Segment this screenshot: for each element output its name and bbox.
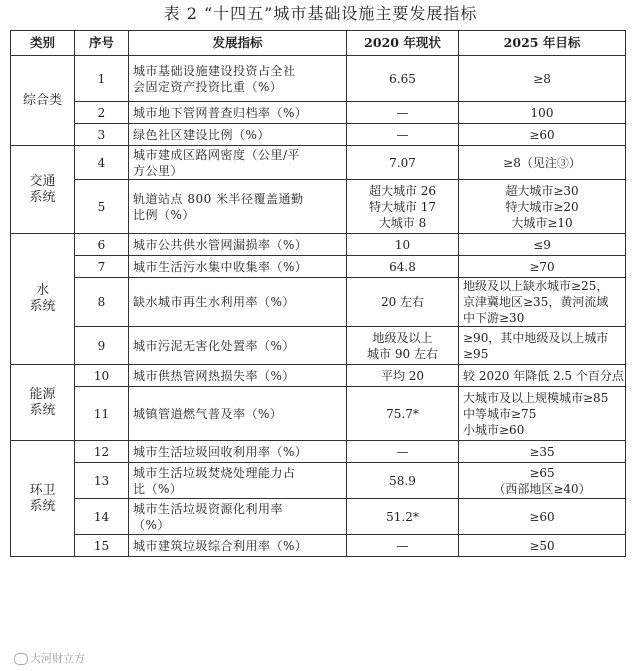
- row-number: 3: [75, 124, 129, 146]
- indicator-cell: [129, 256, 347, 278]
- cell-line: ≥8: [533, 71, 551, 86]
- cell-line: 城市公共供水管网漏损率（%）: [133, 237, 308, 252]
- target-2025-cell: [459, 535, 626, 557]
- cell-line: ≥35: [529, 444, 555, 459]
- indicator-cell: [129, 234, 347, 256]
- cell-line: ≥90，其中地级及以上城市: [463, 330, 609, 345]
- indicator-cell: [129, 499, 347, 535]
- cell-line: 城市基础设施建设投资占全社: [133, 63, 296, 78]
- cell-line: 64.8: [389, 259, 416, 274]
- cell-line: 城镇管道燃气普及率（%）: [133, 406, 283, 421]
- cell-line: —: [396, 105, 409, 120]
- indicator-cell: [129, 463, 347, 499]
- cell-line: 大城市≥10: [511, 215, 573, 230]
- target-2025-cell: [459, 124, 626, 146]
- cell-line: （西部地区≥40）: [493, 481, 591, 496]
- row-number: 8: [75, 278, 129, 327]
- cell-line: 6.65: [389, 71, 416, 86]
- cell-line: 城市建筑垃圾综合利用率（%）: [133, 538, 308, 553]
- category-cell: 综合类: [11, 56, 75, 146]
- watermark-text: 大河财立方: [30, 652, 85, 665]
- row-number: 5: [75, 180, 129, 234]
- cell-line: 方公里）: [133, 163, 184, 178]
- row-number: 13: [75, 463, 129, 499]
- cell-line: —: [396, 444, 409, 459]
- cell-line: 58.9: [389, 473, 416, 488]
- cell-line: 城市生活垃圾焚烧处理能力占: [133, 465, 296, 480]
- cell-line: 20 左右: [380, 295, 425, 309]
- cell-line: 环卫: [29, 482, 56, 498]
- indicator-cell: [129, 56, 347, 102]
- table-row: [11, 387, 626, 441]
- category-cell: [11, 146, 75, 234]
- table-row: [11, 365, 626, 387]
- table-row: [11, 278, 626, 327]
- cell-line: （%）: [133, 517, 170, 532]
- header-2025: 2025 年目标: [459, 31, 626, 56]
- value-2020-cell: [347, 180, 459, 234]
- cell-line: 会固定资产投资比重（%）: [133, 79, 283, 94]
- indicator-cell: [129, 124, 347, 146]
- cell-line: 平均 20: [380, 368, 425, 383]
- indicator-cell: [129, 180, 347, 234]
- value-2020-cell: [347, 102, 459, 124]
- indicator-cell: [129, 278, 347, 327]
- cell-line: 能源: [29, 386, 56, 402]
- cell-line: 特大城市≥20: [505, 199, 579, 214]
- target-2025-cell: [459, 387, 626, 441]
- table-row: [11, 535, 626, 557]
- cell-line: 100: [530, 105, 554, 120]
- indicator-cell: [129, 387, 347, 441]
- table-row: [11, 463, 626, 499]
- row-number: 12: [75, 441, 129, 463]
- cell-line: 系统: [29, 402, 56, 418]
- cell-line: 51.2*: [386, 509, 419, 524]
- cell-line: 水: [35, 283, 49, 298]
- target-2025-cell: [459, 56, 626, 102]
- table-row: [11, 499, 626, 535]
- cell-line: 比例（%）: [133, 207, 195, 222]
- table-row: [11, 56, 626, 102]
- cell-line: 绿色社区建设比例（%）: [133, 127, 270, 142]
- cell-line: ≥60: [529, 127, 555, 142]
- cell-line: 城市 90 左右: [367, 346, 438, 361]
- cell-line: 地级及以上: [372, 330, 433, 345]
- row-number: 11: [75, 387, 129, 441]
- cell-line: 7.07: [389, 155, 416, 170]
- header-row: [11, 31, 626, 56]
- cell-line: 75.7*: [386, 406, 419, 421]
- target-2025-cell: [459, 327, 626, 365]
- cell-line: 中下游≥30: [463, 311, 525, 325]
- target-2025-cell: [459, 278, 626, 327]
- row-number: 10: [75, 365, 129, 387]
- value-2020-cell: [347, 499, 459, 535]
- table-row: [11, 256, 626, 278]
- cell-line: 城市建成区路网密度（公里/平: [133, 147, 301, 162]
- cell-line: 系统: [29, 189, 56, 205]
- cell-line: 轨道站点 800 米半径覆盖通勤: [133, 191, 304, 206]
- watermark: [14, 650, 85, 666]
- target-2025-cell: [459, 256, 626, 278]
- target-2025-cell: [459, 102, 626, 124]
- indicator-cell: [129, 535, 347, 557]
- value-2020-cell: [347, 327, 459, 365]
- cell-line: 交通: [29, 173, 56, 189]
- cell-line: 小城市≥60: [463, 422, 525, 437]
- cell-line: 超大城市 26: [368, 183, 437, 198]
- indicator-cell: [129, 365, 347, 387]
- header-indicator: 发展指标: [129, 31, 347, 56]
- target-2025-cell: [459, 441, 626, 463]
- cell-line: 特大城市 17: [368, 199, 437, 214]
- cell-line: 城市污泥无害化处置率（%）: [133, 338, 295, 353]
- header-2020: 2020 年现状: [347, 31, 459, 56]
- category-cell: [11, 365, 75, 441]
- value-2020-cell: [347, 365, 459, 387]
- cell-line: ≥70: [529, 259, 555, 274]
- row-number: 4: [75, 146, 129, 180]
- cell-line: —: [396, 127, 409, 142]
- value-2020-cell: [347, 387, 459, 441]
- cell-line: 中等城市≥75: [463, 406, 537, 421]
- cell-line: 城市地下管网普查归档率（%）: [133, 105, 308, 120]
- table-row: [11, 441, 626, 463]
- cell-line: —: [396, 538, 409, 553]
- row-number: 9: [75, 327, 129, 365]
- row-number: 14: [75, 499, 129, 535]
- header-no: 序号: [75, 31, 129, 56]
- cell-line: 超大城市≥30: [505, 183, 579, 198]
- cell-line: 城市生活污水集中收集率（%）: [133, 259, 308, 274]
- indicator-table: [10, 30, 626, 557]
- table-row: [11, 124, 626, 146]
- cell-line: 京津冀地区≥35，黄河流域: [463, 295, 609, 309]
- cell-line: 比（%）: [133, 481, 183, 496]
- value-2020-cell: [347, 234, 459, 256]
- cell-line: ≥95: [463, 346, 489, 361]
- table-row: [11, 180, 626, 234]
- row-number: 15: [75, 535, 129, 557]
- header-category: 类别: [11, 31, 75, 56]
- value-2020-cell: [347, 146, 459, 180]
- indicator-cell: [129, 146, 347, 180]
- value-2020-cell: [347, 56, 459, 102]
- target-2025-cell: [459, 234, 626, 256]
- cell-line: ≥8（见注③）: [503, 155, 581, 170]
- cell-line: ≥65: [529, 465, 555, 480]
- table-row: [11, 234, 626, 256]
- cell-line: 城市供热管网热损失率（%）: [133, 368, 295, 383]
- category-cell: [11, 234, 75, 365]
- value-2020-cell: [347, 124, 459, 146]
- table-title: 表 2 “十四五”城市基础设施主要发展指标: [163, 4, 478, 23]
- target-2025-cell: [459, 365, 626, 387]
- row-number: 6: [75, 234, 129, 256]
- cell-line: 10: [394, 237, 411, 252]
- weibo-icon: [14, 653, 28, 665]
- cell-line: 大城市 8: [378, 215, 427, 230]
- row-number: 2: [75, 102, 129, 124]
- target-2025-cell: [459, 499, 626, 535]
- cell-line: 城市生活垃圾资源化利用率: [133, 501, 284, 516]
- cell-line: 系统: [29, 498, 56, 514]
- value-2020-cell: [347, 256, 459, 278]
- cell-line: 系统: [29, 299, 56, 314]
- value-2020-cell: [347, 441, 459, 463]
- cell-line: 城市生活垃圾回收利用率（%）: [133, 444, 308, 459]
- table-row: [11, 102, 626, 124]
- target-2025-cell: [459, 180, 626, 234]
- cell-line: 较 2020 年降低 2.5 个百分点: [463, 368, 624, 383]
- indicator-cell: [129, 327, 347, 365]
- row-number: 1: [75, 56, 129, 102]
- table-row: [11, 146, 626, 180]
- cell-line: ≥50: [529, 538, 555, 553]
- value-2020-cell: [347, 278, 459, 327]
- value-2020-cell: [347, 463, 459, 499]
- value-2020-cell: [347, 535, 459, 557]
- indicator-cell: [129, 441, 347, 463]
- category-cell: [11, 441, 75, 557]
- row-number: 7: [75, 256, 129, 278]
- cell-line: 地级及以上缺水城市≥25，: [463, 279, 609, 293]
- target-2025-cell: [459, 463, 626, 499]
- cell-line: 大城市及以上规模城市≥85: [463, 390, 609, 405]
- cell-line: ≥60: [529, 509, 555, 524]
- cell-line: ≤9: [533, 237, 551, 252]
- table-row: [11, 327, 626, 365]
- target-2025-cell: [459, 146, 626, 180]
- indicator-cell: [129, 102, 347, 124]
- cell-line: 缺水城市再生水利用率（%）: [133, 295, 295, 309]
